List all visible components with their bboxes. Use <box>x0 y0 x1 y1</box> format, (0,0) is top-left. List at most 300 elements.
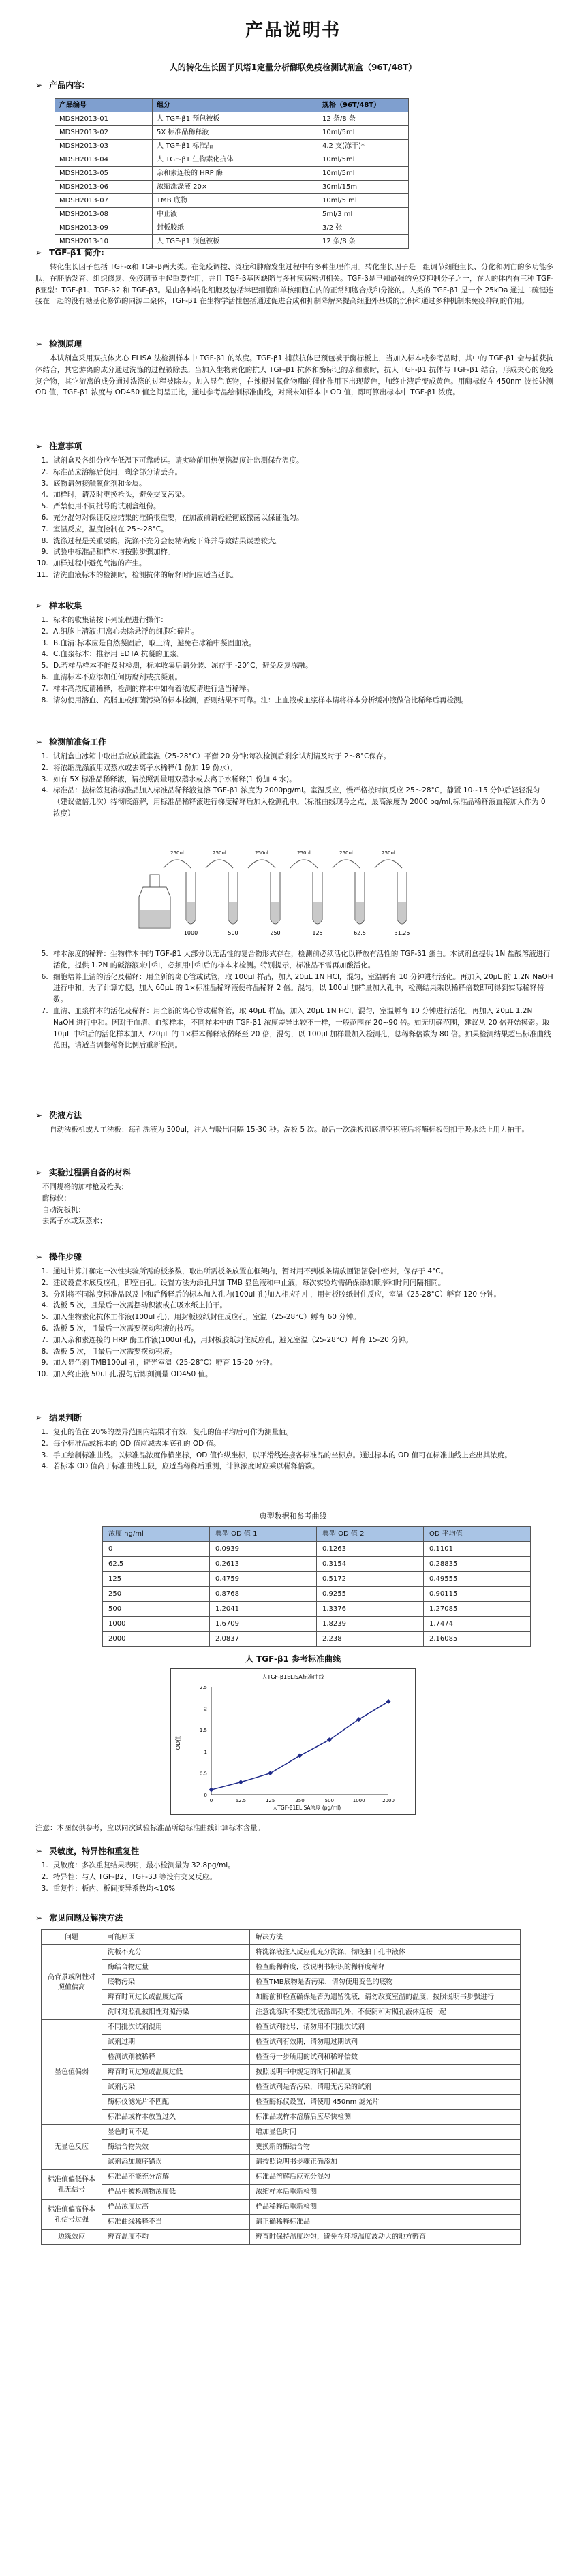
table-cell: 封板胶纸 <box>153 221 318 235</box>
transfer-volume: 250ul <box>382 850 395 856</box>
list-item: 9. 加入显色剂 TMB100ul 孔，避光室温（25-28°C）孵育 15-20 分钟。 <box>50 1357 553 1369</box>
table-cell: 2.0837 <box>210 1632 317 1647</box>
section-title: 样本收集 <box>49 601 82 610</box>
dilution-tube <box>375 850 410 936</box>
table-row <box>42 2140 521 2155</box>
table-cell: 0 <box>103 1542 210 1557</box>
transfer-arrow <box>375 860 402 868</box>
checkmark-icon: ➢ <box>35 1413 43 1423</box>
list-item: 6. 血清标本不应添加任何防腐剂或抗凝剂。 <box>50 672 553 683</box>
list-item: 3. 如有 5X 标准品稀释液，请按照需量用双蒸水或去离子水稀释(1 份加 4 水)。 <box>50 774 553 786</box>
list-item: 2. 特异性：与人 TGF-β2、TGF-β3 等没有交叉反应。 <box>50 1872 553 1883</box>
tube-liquid <box>229 902 237 923</box>
list-item: 3. 分别将不同浓度标准品以及中和后稀释后的标本加入孔内(100ul 孔)加入相应孔中，用封板胶纸封住反应，室温（25-28°C）孵育 120 分钟。 <box>50 1289 553 1301</box>
section-sensitivity <box>35 1845 553 1894</box>
table-row <box>42 2065 521 2080</box>
list-item: 1. 试剂盒及各组分应在低温下可靠转运。请实验前用热便携温度计监测保存温度。 <box>50 455 553 467</box>
tube-liquid <box>356 902 364 923</box>
list-item: 4. C.血浆标本：推荐用 EDTA 抗凝的血浆。 <box>50 649 553 660</box>
solution-cell: 样品稀释后重新检测 <box>250 2200 521 2215</box>
cause-cell: 标准品或样本放置过久 <box>102 2110 250 2125</box>
list-item: 4. 洗板 5 次，且最后一次需摆动积液或在吸水纸上拍干。 <box>50 1300 553 1312</box>
checkmark-icon: ➢ <box>35 601 43 610</box>
solution-cell: 增加显色时间 <box>250 2125 521 2140</box>
table-cell: 0.0939 <box>210 1542 317 1557</box>
solution-cell: 将洗涤液注入反应孔充分洗涤，彻底拍干孔中液体 <box>250 1945 521 1960</box>
chart-note: 注意：本图仅供参考，应以同次试验标准品所绘标准曲线计算标本含量。 <box>35 1824 264 1832</box>
list-item: 1. 试剂盒由冰箱中取出后应放置室温（25-28°C）平衡 20 分钟;每次检测后剩余试剂请及时于 2～8°C保存。 <box>50 751 553 762</box>
x-tick-label: 0 <box>209 1798 213 1803</box>
section-wash <box>35 1109 553 1136</box>
table-cell: 人 TGF-β1 标准品 <box>153 140 318 153</box>
intro-text: 转化生长因子包括 TGF-α和 TGF-β两大类。在免疫调控、炎症和肿瘤发生过程中有多种生理作用。转化生长因子是一组调节细胞生长、分化和凋亡的多功能多肽，在胚胎发育、组织修复、免疫调节中起重要作用，并且 TGF-β基因缺陷与多种疾病密切相关。TGF-β是已知最强的免疫抑制分子之一，在人的体内有三种 TGF-β亚型：TGF-β1、TGF-β2 和 TGF-β3。是由各种转化细胞及包括淋巴细胞和单核细胞在内的正常细胞合成和分泌的。人类的 TGF-β1 是一个 25kDa 通过二硫键连接在一起的没有糖基化修饰的同源二聚体，TGF-β1 在生物学活性包括通过促进合成和抑制降解来提高细胞外基质的沉积和通过多种机制来免疫抑制的作用。 <box>35 263 553 306</box>
cause-cell: 酶结合物过量 <box>102 1960 250 1975</box>
table-row <box>103 1602 531 1617</box>
table-cell: 0.1101 <box>424 1542 531 1557</box>
list-item: 1. 通过计算并确定一次性实验所需的板条数，取出所需板条放置在框架内，暂时用不到板条请放回铝箔袋中密封，保存于 4°C。 <box>50 1266 553 1277</box>
x-tick-label: 62.5 <box>235 1798 247 1803</box>
section-title: 注意事项 <box>49 441 82 451</box>
table-cell: 中止液 <box>153 208 318 221</box>
table-row <box>103 1572 531 1587</box>
list-item: 7. 室温反应，温度控制在 25～28°C。 <box>50 524 553 536</box>
solution-cell: 浓缩样本后重新检测 <box>250 2185 521 2200</box>
table-row <box>42 2110 521 2125</box>
solution-cell: 检查每一步所用的试剂和稀释倍数 <box>250 2050 521 2065</box>
section-faq <box>35 1912 553 2245</box>
section-title: 操作步骤 <box>49 1252 82 1262</box>
x-tick-label: 500 <box>324 1798 335 1803</box>
table-cell: 0.28835 <box>424 1557 531 1572</box>
y-tick-label: 1 <box>204 1749 207 1755</box>
section-title: 洗液方法 <box>49 1111 82 1120</box>
table-cell: 人 TGF-β1 预包被板 <box>153 235 318 249</box>
chart-y-label: OD值 <box>175 1735 181 1750</box>
x-tick-label: 250 <box>295 1798 305 1803</box>
checkmark-icon: ➢ <box>35 1252 43 1262</box>
x-tick-label: 125 <box>265 1798 275 1803</box>
table-row <box>103 1557 531 1572</box>
page-title: 产品说明书 <box>245 20 341 41</box>
checkmark-icon: ➢ <box>35 1168 43 1177</box>
table-cell: 1.27085 <box>424 1602 531 1617</box>
list-item: 6. 充分混匀对保证反应结果的准确很重要，在加液前请轻轻彻底振荡以保证混匀。 <box>50 512 553 524</box>
y-tick-label: 1.5 <box>199 1728 207 1734</box>
table-cell: MDSH2013-05 <box>55 167 153 181</box>
problem-cell: 显色值偏弱 <box>42 2020 102 2125</box>
page-subtitle: 人的转化生长因子贝塔1定量分析酶联免疫检测试剂盒（96T/48T） <box>169 63 417 72</box>
table-cell: MDSH2013-07 <box>55 194 153 208</box>
list-item: 2. 建议设置本底反应孔，即空白孔。设置方法为添孔只加 TMB 显色液和中止液，每次实验均需确保添加顺序和时间间隔相同。 <box>50 1277 553 1289</box>
section-steps <box>35 1251 553 1380</box>
table-row <box>42 1960 521 1975</box>
list-item: 6. 细胞培养上清的活化及稀释：用全新的离心管或试管，取 100μl 样品，加入 20μL 1N HCl，混匀，室温孵育 10 分钟进行活化。再加入 20μL 的 1.2N NaOH 进行中和。为了计算方便，加入 60μL 的 1×标准品稀释液使样品稀释 2 倍。混匀，以 100μl 加样量加入孔中，检测结果乘以稀释倍数即可得到实际稀释倍数。 <box>50 972 553 1006</box>
notes-list <box>35 455 553 581</box>
table-cell: 0.90115 <box>424 1587 531 1602</box>
table-cell: 10ml/5 ml <box>318 194 409 208</box>
tube-label: 1000 <box>183 930 198 936</box>
table-cell: 12 条/8 条 <box>318 235 409 249</box>
cause-cell: 酶标仪滤光片不匹配 <box>102 2095 250 2110</box>
table-row <box>42 2035 521 2050</box>
transfer-arrow <box>248 860 275 868</box>
table-cell: 250 <box>103 1587 210 1602</box>
section-reagent-prep <box>35 736 553 820</box>
dilution-tube <box>333 850 366 936</box>
section-intro <box>35 247 553 307</box>
cause-cell: 洗时对照孔被阳性对照污染 <box>102 2005 250 2020</box>
solution-cell: 检查酶标仪设置，请使用 450nm 滤光片 <box>250 2095 521 2110</box>
solution-cell: 注意洗涤时不要把洗液溢出孔外，不使阴和对照孔液体连接一起 <box>250 2005 521 2020</box>
checkmark-icon: ➢ <box>35 1111 43 1120</box>
table-cell: MDSH2013-04 <box>55 153 153 167</box>
principle-text: 本试剂盒采用双抗体夹心 ELISA 法检测样本中 TGF-β1 的浓度。TGF-β1 捕获抗体已预包被于酶标板上，当加入标本或参考品时，其中的 TGF-β1 会与捕获抗体结合，其它游离的成分通过洗涤的过程被除去。当加入生物素化的抗人 TGF-β1 抗体和酶标记的亲和素时，抗人 TGF-β1 抗体与 TGF-β1 结合，形成夹心的免疫复合物，其它游离的成分通过洗涤的过程被除去。加入显色底物，在辣根过氧化物酶的催化作用下出现蓝色，加终止液后变成黄色。用酶标仪在 450nm 波长处测 OD 值，TGF-β1 浓度与 OD450 值之间呈正比，通过参考品绘制标准曲线，对照未知样本中 OD 值，即可算出标本中 TGF-β1 浓度。 <box>35 354 553 397</box>
list-item: 7. 血清、血浆样本的活化及稀释：用全新的离心管或稀释管，取 40μL 样品，加入 20μL 1N HCl，混匀，室温孵育 10 分钟进行活化。再加入 20μL 1.2N NaOH 进行中和。因对于血清、血浆样本，不同样本中的 TGF-β1 浓度差异比较不一样，一般范围在 20~90 倍。如无明确范围，建议从 20 倍开始摸索。取 10μL 中和后的活化样本加入 720μL 的 1×样本稀释液稀释至 20 倍，混匀，以 100μl 加样量加入检测孔，总稀释倍数为 80 倍。如果检测结果超出标准曲线范围，请适当调整稀释比例后重新检测。 <box>50 1006 553 1051</box>
solution-cell: 检查试剂有效期，请勿用过期试剂 <box>250 2035 521 2050</box>
table-header: 浓度 ng/ml <box>103 1527 210 1542</box>
table-row <box>103 1632 531 1647</box>
problem-cell: 标准值偏高样本孔信号过强 <box>42 2200 102 2230</box>
table-cell: 10ml/5ml <box>318 153 409 167</box>
tube-label: 500 <box>228 930 238 936</box>
chart-inner-title: 人TGF-β1ELISA标准曲线 <box>262 1674 324 1680</box>
y-tick-label: 2.5 <box>199 1685 207 1690</box>
std-caption: 典型数据和参考曲线 <box>259 1512 327 1521</box>
table-cell: 0.5172 <box>317 1572 424 1587</box>
list-item: 4. 标准品：按标签复溶标准品加入标准品稀释液复溶 TGF-β1 浓度为 2000pg/ml。室温反应，慢严格按时间反应 25～28°C，静置 10~15 分钟后轻轻混匀（建议做倍几次）待彻底溶解，用标准品稀释液进行梯度稀释后加入检测孔中。（标准曲线现今之点，最高浓度为 2000 pg/ml,标准品稀释液直接加入作为 0 浓度） <box>50 785 553 819</box>
table-header: 组分 <box>153 99 318 112</box>
section-title: 检测原理 <box>49 339 82 349</box>
standard-curve-chart <box>170 1668 416 1815</box>
checkmark-icon: ➢ <box>35 737 43 747</box>
table-row <box>42 2005 521 2020</box>
list-item: 2. 每个标准品或标本的 OD 值应减去本底孔的 OD 值。 <box>50 1438 553 1450</box>
cause-cell: 底物污染 <box>102 1975 250 1990</box>
table-row <box>42 2095 521 2110</box>
list-item: 1. 复孔的值在 20%的差异范围内结果才有效，复孔的值平均后可作为测量值。 <box>50 1427 553 1438</box>
list-item: 2. 将浓缩洗涤液用双蒸水或去离子水稀释(1 份加 19 份水)。 <box>50 762 553 774</box>
cause-cell: 不同批次试剂混用 <box>102 2020 250 2035</box>
cause-cell: 孵育温度不均 <box>102 2230 250 2245</box>
table-cell: 1.7474 <box>424 1617 531 1632</box>
table-cell: MDSH2013-09 <box>55 221 153 235</box>
list-item: 1. 灵敏度：多次重复结果表明，最小检测量为 32.8pg/ml。 <box>50 1860 553 1872</box>
chart-x-label: 人TGF-β1ELISA浓度 (pg/ml) <box>272 1805 341 1811</box>
table-cell: 4.2 支(冻干)* <box>318 140 409 153</box>
steps-list <box>35 1266 553 1380</box>
y-tick-label: 2 <box>204 1706 207 1712</box>
transfer-volume: 250ul <box>213 850 226 856</box>
list-item: 5. 严禁使用不同批号的试剂盒组份。 <box>50 501 553 512</box>
cause-cell: 孵育时间过长或温度过高 <box>102 1990 250 2005</box>
table-cell: 1.8239 <box>317 1617 424 1632</box>
table-row <box>42 2170 521 2185</box>
table-row <box>55 126 409 140</box>
table-row <box>55 208 409 221</box>
cause-cell: 标准曲线稀释不当 <box>102 2215 250 2230</box>
table-cell: MDSH2013-06 <box>55 181 153 194</box>
cause-cell: 酶结合物失效 <box>102 2140 250 2155</box>
transfer-volume: 250ul <box>170 850 184 856</box>
solution-cell: 标准品或样本溶解后应尽快检测 <box>250 2110 521 2125</box>
table-row <box>42 2155 521 2170</box>
table-cell: 1000 <box>103 1617 210 1632</box>
solution-cell: 标准品溶解后应充分混匀 <box>250 2170 521 2185</box>
list-item: 4. 若标本 OD 值高于标准曲线上限，应适当稀释后重测，计算浓度时应乘以稀释倍数。 <box>50 1461 553 1472</box>
cause-cell: 标准品不能充分溶解 <box>102 2170 250 2185</box>
transfer-arrow <box>164 860 191 868</box>
list-item: 5. 加入生物素化抗体工作液(100ul 孔)，用封板胶纸封住反应孔，室温（25-28°C）孵育 60 分钟。 <box>50 1312 553 1323</box>
solution-cell: 检查试剂批号，请勿用不同批次试剂 <box>250 2020 521 2035</box>
table-cell: 亲和素连接的 HRP 酶 <box>153 167 318 181</box>
table-cell: 500 <box>103 1602 210 1617</box>
wash-text: 自动洗板机或人工洗板：每孔洗液为 300ul，注入与吸出间隔 15-30 秒。洗板 5 次。最后一次洗板彻底清空积液后将酶标板倒扣于吸水纸上用力拍干。 <box>50 1126 529 1134</box>
list-item: 10. 加入终止液 50ul 孔,混匀后即刻测量 OD450 值。 <box>50 1369 553 1380</box>
problem-cell: 标准值偏低样本孔无信号 <box>42 2170 102 2200</box>
tube-label: 62.5 <box>354 930 366 936</box>
transfer-arrow <box>290 860 318 868</box>
tube-label: 31.25 <box>394 930 410 936</box>
list-item: 5. D.若样品样本不能及时检测，标本收集后请分装、冻存于 -20°C，避免反复冻融。 <box>50 660 553 672</box>
table-row <box>42 2185 521 2200</box>
list-item: 10. 加样过程中避免气泡的产生。 <box>50 558 553 570</box>
section-title: TGF-β1 简介: <box>49 248 104 258</box>
section-title: 常见问题及解决方法 <box>49 1913 123 1923</box>
solution-cell: 检查TMB底物是否污染，请勿使用变色的底物 <box>250 1975 521 1990</box>
table-cell: TMB 底物 <box>153 194 318 208</box>
section-title: 灵敏度，特异性和重复性 <box>49 1846 140 1856</box>
list-item: 3. B.血清:标本应是自然凝固后，取上清，避免在冰箱中凝固血液。 <box>50 638 553 649</box>
table-row <box>55 153 409 167</box>
table-header: 问题 <box>42 1930 102 1945</box>
dilution-tube <box>248 850 281 936</box>
list-item: 3. 底物请勿接触氧化剂和金属。 <box>50 478 553 490</box>
transfer-volume: 250ul <box>255 850 268 856</box>
table-cell: MDSH2013-10 <box>55 235 153 249</box>
table-cell: 0.49555 <box>424 1572 531 1587</box>
section-notes <box>35 440 553 581</box>
table-cell: MDSH2013-03 <box>55 140 153 153</box>
table-row <box>42 2125 521 2140</box>
problem-cell: 无显色反应 <box>42 2125 102 2170</box>
table-cell: MDSH2013-08 <box>55 208 153 221</box>
self-list <box>35 1181 553 1227</box>
table-row <box>103 1542 531 1557</box>
table-cell: 30ml/15ml <box>318 181 409 194</box>
table-row <box>103 1587 531 1602</box>
solution-cell: 检查试剂是否污染，请用无污染的试剂 <box>250 2080 521 2095</box>
table-cell: 125 <box>103 1572 210 1587</box>
table-header: 规格（96T/48T） <box>318 99 409 112</box>
table-row <box>55 167 409 181</box>
section-contents <box>35 79 553 249</box>
table-header: 可能原因 <box>102 1930 250 1945</box>
table-row <box>103 1617 531 1632</box>
problem-cell: 边缘效应 <box>42 2230 102 2245</box>
result-list <box>35 1427 553 1472</box>
table-row <box>42 1990 521 2005</box>
cause-cell: 显色时间不足 <box>102 2125 250 2140</box>
table-cell: 5X 标准品稀释液 <box>153 126 318 140</box>
tube-liquid <box>313 902 322 923</box>
table-row <box>42 2080 521 2095</box>
solution-cell: 请正确稀释标准品 <box>250 2215 521 2230</box>
list-item: 4. 加样时，请及时更换枪头，避免交叉污染。 <box>50 489 553 501</box>
cause-cell: 样品浓度过高 <box>102 2200 250 2215</box>
table-row <box>42 2215 521 2230</box>
list-item: 7. 样本高浓度请稀释，检测的样本中如有着浓度请进行适当稀释。 <box>50 683 553 695</box>
transfer-volume: 250ul <box>339 850 353 856</box>
table-row <box>42 2050 521 2065</box>
table-cell: 0.4759 <box>210 1572 317 1587</box>
checkmark-icon: ➢ <box>35 441 43 451</box>
solution-cell: 孵育时保持温度均匀，避免在环境温度波动大的地方孵育 <box>250 2230 521 2245</box>
table-cell: MDSH2013-01 <box>55 112 153 126</box>
table-cell: 浓缩洗涤液 20× <box>153 181 318 194</box>
list-item: 7. 加入亲和素连接的 HRP 酶工作液(100ul 孔)，用封板胶纸封住反应孔，避光室温（25-28°C）孵育 15-20 分钟。 <box>50 1335 553 1346</box>
list-item: 酶标仪； <box>42 1194 71 1202</box>
table-cell: 2000 <box>103 1632 210 1647</box>
solution-cell: 加酶前和检查确保是否为遗留洗液，请勿改变室温的温度，按照说明书步骤进行 <box>250 1990 521 2005</box>
problem-cell: 高背景或阴性对照值偏高 <box>42 1945 102 2020</box>
list-item: 自动洗板机； <box>42 1205 85 1214</box>
stock-bottle <box>139 875 170 928</box>
list-item: 不同规格的加样枪及枪头； <box>42 1183 128 1191</box>
table-cell: 62.5 <box>103 1557 210 1572</box>
checkmark-icon: ➢ <box>35 248 43 258</box>
tube-label: 125 <box>312 930 323 936</box>
table-cell: 0.9255 <box>317 1587 424 1602</box>
cause-cell: 试剂过期 <box>102 2035 250 2050</box>
solution-cell: 更换新的酶结合物 <box>250 2140 521 2155</box>
section-title: 检测前准备工作 <box>49 737 107 747</box>
kit-table <box>55 98 409 249</box>
section-self-prep <box>35 1166 553 1227</box>
tube-liquid <box>398 902 406 923</box>
list-item: 3. 重复性：板内、板间变异系数均<10% <box>50 1883 553 1895</box>
tube-liquid <box>271 902 279 923</box>
table-cell: 1.2041 <box>210 1602 317 1617</box>
solution-cell: 按照说明书中规定的时间和温度 <box>250 2065 521 2080</box>
table-cell: 人 TGF-β1 预包被板 <box>153 112 318 126</box>
table-cell: MDSH2013-02 <box>55 126 153 140</box>
table-row <box>55 140 409 153</box>
table-row <box>42 1945 521 1960</box>
section-collect <box>35 600 553 706</box>
x-tick-label: 1000 <box>352 1798 365 1803</box>
table-cell: 人 TGF-β1 生物素化抗体 <box>153 153 318 167</box>
chart-title: 人 TGF-β1 参考标准曲线 <box>245 1654 341 1664</box>
cause-cell: 样品中被检测物浓度低 <box>102 2185 250 2200</box>
list-item: 3. 手工绘制标准曲线。以标准品浓度作横坐标，OD 值作纵坐标，以平滑线连接各标准品的坐标点。通过标本的 OD 值可在标准曲线上查出其浓度。 <box>50 1450 553 1461</box>
list-item: 1. 标本的收集请按下列流程进行操作： <box>50 615 553 626</box>
tube-label: 250 <box>270 930 281 936</box>
prep-list <box>35 751 553 820</box>
solution-cell: 检查酶稀释度，按说明书标识的稀释度稀释 <box>250 1960 521 1975</box>
solution-cell: 请按照说明书步骤正确添加 <box>250 2155 521 2170</box>
table-cell: 5ml/3 ml <box>318 208 409 221</box>
dilution-tube <box>206 850 238 936</box>
list-item: 2. 标准品应溶解后使用，剩余部分请丢弃。 <box>50 467 553 478</box>
table-cell: 0.2613 <box>210 1557 317 1572</box>
section-principle <box>35 338 553 399</box>
table-header: 解决方法 <box>250 1930 521 1945</box>
list-item: 11. 清洗血液标本的检测时，检测抗体的解释时间应适当延长。 <box>50 570 553 581</box>
table-cell: 2.16085 <box>424 1632 531 1647</box>
table-cell: 0.1263 <box>317 1542 424 1557</box>
cause-cell: 检测试剂被稀释 <box>102 2050 250 2065</box>
table-row <box>55 112 409 126</box>
list-item: 8. 洗板 5 次，且最后一次需要摆动积液。 <box>50 1346 553 1358</box>
table-header: 典型 OD 值 2 <box>317 1527 424 1542</box>
transfer-volume: 250ul <box>297 850 311 856</box>
list-item: 5. 样本浓度的稀释：生物样本中的 TGF-β1 大部分以无活性的复合物形式存在，检测前必须活化以释放有活性的 TGF-β1 蛋白。本试剂盒提供 1N 盐酸溶液进行活化，提供 1.2N 的碱溶液来中和，必须用中和后的样本来检测。特别提示，标准品不需再加酸活化。 <box>50 948 553 972</box>
faq-table <box>41 1929 521 2245</box>
collect-list <box>35 615 553 706</box>
cause-cell: 洗板不充分 <box>102 1945 250 1960</box>
table-header: OD 平均值 <box>424 1527 531 1542</box>
sens-list <box>35 1860 553 1894</box>
table-cell: 10ml/5ml <box>318 167 409 181</box>
list-item: 8. 请勿使用溶血、高脂血或细菌污染的标本检测，否则结果不可靠。注：上血液或血浆样本请将样本分析缓冲液做倍比稀释后再检测。 <box>50 695 553 707</box>
table-row <box>42 1975 521 1990</box>
checkmark-icon: ➢ <box>35 1846 43 1856</box>
x-tick-label: 2000 <box>382 1798 395 1803</box>
table-header: 典型 OD 值 1 <box>210 1527 317 1542</box>
y-tick-label: 0.5 <box>199 1771 207 1777</box>
list-item: 9. 试验中标准品和样本均按照步骤加样。 <box>50 546 553 558</box>
list-item: 去离子水或双蒸水； <box>42 1217 107 1226</box>
checkmark-icon: ➢ <box>35 80 43 90</box>
table-cell: 3/2 张 <box>318 221 409 235</box>
dilution-tube <box>290 850 323 936</box>
std-table <box>102 1526 531 1647</box>
prep-list-b <box>35 948 553 1051</box>
checkmark-icon: ➢ <box>35 339 43 349</box>
dilution-diagram <box>136 848 450 936</box>
transfer-arrow <box>333 860 360 868</box>
table-row <box>42 2020 521 2035</box>
list-item: 2. A.细胞上清液:用离心去除悬浮的细胞和碎片。 <box>50 626 553 638</box>
section-reagent-prep-b <box>35 946 553 1051</box>
y-tick-label: 0 <box>204 1793 207 1798</box>
table-cell: 10ml/5ml <box>318 126 409 140</box>
checkmark-icon: ➢ <box>35 1913 43 1923</box>
cause-cell: 试剂污染 <box>102 2080 250 2095</box>
section-title: 产品内容: <box>49 80 85 90</box>
table-row <box>42 2200 521 2215</box>
table-cell: 0.8768 <box>210 1587 317 1602</box>
transfer-arrow <box>206 860 233 868</box>
table-cell: 1.6709 <box>210 1617 317 1632</box>
table-row <box>55 181 409 194</box>
table-cell: 1.3376 <box>317 1602 424 1617</box>
table-header: 产品编号 <box>55 99 153 112</box>
table-row <box>42 2230 521 2245</box>
table-row <box>55 194 409 208</box>
section-result <box>35 1412 553 1472</box>
cause-cell: 孵育时间过短或温度过低 <box>102 2065 250 2080</box>
tube-liquid <box>187 902 195 923</box>
table-row <box>55 221 409 235</box>
table-cell: 12 条/8 条 <box>318 112 409 126</box>
section-title: 实验过程需自备的材料 <box>49 1168 132 1177</box>
list-item: 6. 洗板 5 次，且最后一次需要摆动积液的技巧。 <box>50 1323 553 1335</box>
table-cell: 0.3154 <box>317 1557 424 1572</box>
cause-cell: 试剂添加顺序错误 <box>102 2155 250 2170</box>
section-title: 结果判断 <box>49 1413 82 1423</box>
table-cell: 2.238 <box>317 1632 424 1647</box>
